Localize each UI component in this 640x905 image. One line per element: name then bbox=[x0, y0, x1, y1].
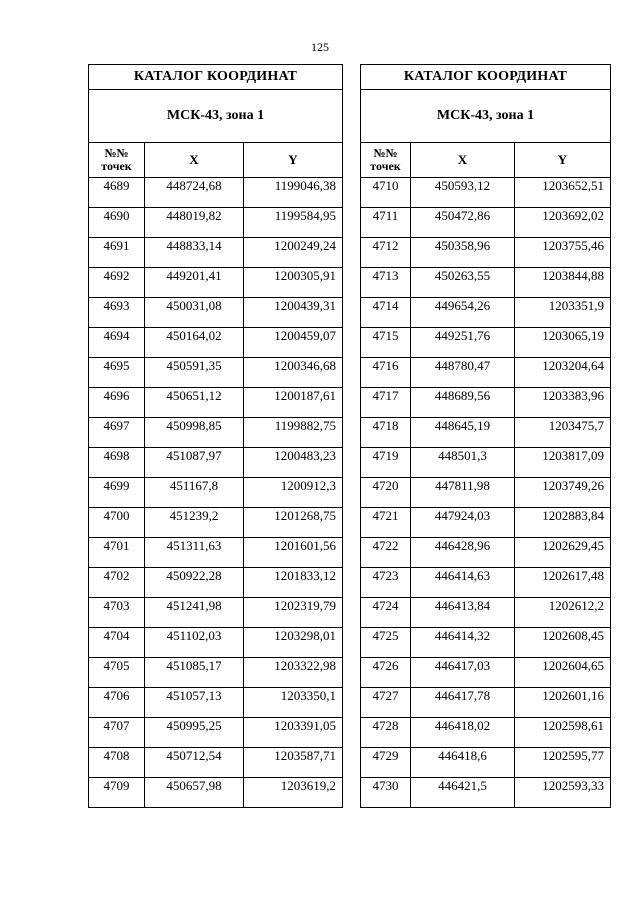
point-number-cell: 4691 bbox=[89, 238, 145, 268]
table-row bbox=[89, 238, 343, 268]
y-column-header: Y bbox=[515, 143, 611, 178]
point-number-cell: 4728 bbox=[361, 718, 411, 748]
x-coordinate-cell: 450995,25 bbox=[145, 718, 244, 748]
table-row bbox=[89, 568, 343, 598]
table-row bbox=[361, 178, 611, 208]
point-number-cell: 4699 bbox=[89, 478, 145, 508]
point-number-cell: 4709 bbox=[89, 778, 145, 808]
point-number-cell: 4710 bbox=[361, 178, 411, 208]
table-row bbox=[89, 298, 343, 328]
x-coordinate-cell: 447811,98 bbox=[411, 478, 515, 508]
x-coordinate-cell: 448833,14 bbox=[145, 238, 244, 268]
y-coordinate-cell: 1203383,96 bbox=[515, 388, 611, 418]
x-coordinate-cell: 451102,03 bbox=[145, 628, 244, 658]
table-row bbox=[89, 718, 343, 748]
point-number-cell: 4713 bbox=[361, 268, 411, 298]
x-coordinate-cell: 450472,86 bbox=[411, 208, 515, 238]
y-coordinate-cell: 1199046,38 bbox=[244, 178, 343, 208]
y-coordinate-cell: 1200459,07 bbox=[244, 328, 343, 358]
y-coordinate-cell: 1203587,71 bbox=[244, 748, 343, 778]
coordinate-system-label: МСК-43, зона 1 bbox=[89, 90, 343, 143]
table-row bbox=[89, 538, 343, 568]
point-number-cell: 4690 bbox=[89, 208, 145, 238]
point-number-cell: 4725 bbox=[361, 628, 411, 658]
x-column-header: X bbox=[411, 143, 515, 178]
point-number-cell: 4720 bbox=[361, 478, 411, 508]
table-row bbox=[89, 358, 343, 388]
table-row bbox=[361, 238, 611, 268]
point-number-cell: 4717 bbox=[361, 388, 411, 418]
table-row bbox=[361, 328, 611, 358]
x-coordinate-cell: 450263,55 bbox=[411, 268, 515, 298]
x-coordinate-cell: 448780,47 bbox=[411, 358, 515, 388]
catalog-title: КАТАЛОГ КООРДИНАТ bbox=[89, 65, 343, 90]
point-number-cell: 4708 bbox=[89, 748, 145, 778]
x-coordinate-cell: 446421,5 bbox=[411, 778, 515, 808]
point-number-cell: 4730 bbox=[361, 778, 411, 808]
point-number-cell: 4701 bbox=[89, 538, 145, 568]
table-row bbox=[361, 628, 611, 658]
y-coordinate-cell: 1202608,45 bbox=[515, 628, 611, 658]
y-coordinate-cell: 1203351,9 bbox=[515, 298, 611, 328]
x-coordinate-cell: 451085,17 bbox=[145, 658, 244, 688]
point-number-cell: 4707 bbox=[89, 718, 145, 748]
x-coordinate-cell: 450922,28 bbox=[145, 568, 244, 598]
table-row bbox=[89, 178, 343, 208]
table-row bbox=[89, 448, 343, 478]
x-coordinate-cell: 446418,6 bbox=[411, 748, 515, 778]
table-row bbox=[89, 508, 343, 538]
table-row bbox=[89, 418, 343, 448]
x-coordinate-cell: 450358,96 bbox=[411, 238, 515, 268]
point-number-cell: 4729 bbox=[361, 748, 411, 778]
y-coordinate-cell: 1200249,24 bbox=[244, 238, 343, 268]
x-coordinate-cell: 450031,08 bbox=[145, 298, 244, 328]
table-row bbox=[89, 208, 343, 238]
point-number-cell: 4722 bbox=[361, 538, 411, 568]
x-coordinate-cell: 450591,35 bbox=[145, 358, 244, 388]
table-row bbox=[361, 388, 611, 418]
x-coordinate-cell: 450657,98 bbox=[145, 778, 244, 808]
point-number-cell: 4719 bbox=[361, 448, 411, 478]
table-row bbox=[361, 268, 611, 298]
y-coordinate-cell: 1203844,88 bbox=[515, 268, 611, 298]
point-number-cell: 4715 bbox=[361, 328, 411, 358]
table-row bbox=[89, 268, 343, 298]
point-number-cell: 4718 bbox=[361, 418, 411, 448]
x-coordinate-cell: 448019,82 bbox=[145, 208, 244, 238]
point-number-cell: 4695 bbox=[89, 358, 145, 388]
y-coordinate-cell: 1201601,56 bbox=[244, 538, 343, 568]
y-coordinate-cell: 1200912,3 bbox=[244, 478, 343, 508]
catalog-title: КАТАЛОГ КООРДИНАТ bbox=[361, 65, 611, 90]
y-coordinate-cell: 1202601,16 bbox=[515, 688, 611, 718]
x-coordinate-cell: 450998,85 bbox=[145, 418, 244, 448]
x-coordinate-cell: 448501,3 bbox=[411, 448, 515, 478]
point-number-cell: 4723 bbox=[361, 568, 411, 598]
x-column-header: X bbox=[145, 143, 244, 178]
x-coordinate-cell: 446413,84 bbox=[411, 598, 515, 628]
y-coordinate-cell: 1201833,12 bbox=[244, 568, 343, 598]
point-number-cell: 4721 bbox=[361, 508, 411, 538]
x-coordinate-cell: 448724,68 bbox=[145, 178, 244, 208]
table-row bbox=[89, 478, 343, 508]
point-number-cell: 4694 bbox=[89, 328, 145, 358]
table-row bbox=[89, 598, 343, 628]
table-row bbox=[361, 418, 611, 448]
y-coordinate-cell: 1199882,75 bbox=[244, 418, 343, 448]
point-number-cell: 4693 bbox=[89, 298, 145, 328]
x-coordinate-cell: 450593,12 bbox=[411, 178, 515, 208]
x-coordinate-cell: 446414,32 bbox=[411, 628, 515, 658]
y-coordinate-cell: 1203350,1 bbox=[244, 688, 343, 718]
x-coordinate-cell: 451167,8 bbox=[145, 478, 244, 508]
point-number-cell: 4716 bbox=[361, 358, 411, 388]
x-coordinate-cell: 449201,41 bbox=[145, 268, 244, 298]
y-coordinate-cell: 1202593,33 bbox=[515, 778, 611, 808]
point-number-cell: 4692 bbox=[89, 268, 145, 298]
table-row bbox=[361, 658, 611, 688]
table-row bbox=[361, 688, 611, 718]
y-coordinate-cell: 1201268,75 bbox=[244, 508, 343, 538]
point-number-cell: 4696 bbox=[89, 388, 145, 418]
table-row bbox=[89, 748, 343, 778]
table-row bbox=[361, 478, 611, 508]
point-number-cell: 4727 bbox=[361, 688, 411, 718]
y-coordinate-cell: 1203065,19 bbox=[515, 328, 611, 358]
point-number-cell: 4703 bbox=[89, 598, 145, 628]
y-coordinate-cell: 1202883,84 bbox=[515, 508, 611, 538]
y-coordinate-cell: 1200187,61 bbox=[244, 388, 343, 418]
point-number-cell: 4697 bbox=[89, 418, 145, 448]
y-coordinate-cell: 1200346,68 bbox=[244, 358, 343, 388]
y-coordinate-cell: 1202598,61 bbox=[515, 718, 611, 748]
x-coordinate-cell: 451087,97 bbox=[145, 448, 244, 478]
x-coordinate-cell: 451241,98 bbox=[145, 598, 244, 628]
table-row bbox=[361, 778, 611, 808]
column-header-row bbox=[89, 143, 343, 178]
point-number-cell: 4702 bbox=[89, 568, 145, 598]
y-column-header: Y bbox=[244, 143, 343, 178]
x-coordinate-cell: 450712,54 bbox=[145, 748, 244, 778]
y-coordinate-cell: 1203755,46 bbox=[515, 238, 611, 268]
point-number-cell: 4712 bbox=[361, 238, 411, 268]
y-coordinate-cell: 1202612,2 bbox=[515, 598, 611, 628]
x-coordinate-cell: 450164,02 bbox=[145, 328, 244, 358]
x-coordinate-cell: 449251,76 bbox=[411, 328, 515, 358]
coordinate-catalog-table-right bbox=[360, 64, 611, 808]
x-coordinate-cell: 448645,19 bbox=[411, 418, 515, 448]
point-number-cell: 4714 bbox=[361, 298, 411, 328]
table-row bbox=[89, 778, 343, 808]
y-coordinate-cell: 1203475,7 bbox=[515, 418, 611, 448]
y-coordinate-cell: 1203619,2 bbox=[244, 778, 343, 808]
x-coordinate-cell: 451311,63 bbox=[145, 538, 244, 568]
y-coordinate-cell: 1203391,05 bbox=[244, 718, 343, 748]
y-coordinate-cell: 1202319,79 bbox=[244, 598, 343, 628]
x-coordinate-cell: 449654,26 bbox=[411, 298, 515, 328]
table-row bbox=[361, 748, 611, 778]
point-number-cell: 4711 bbox=[361, 208, 411, 238]
x-coordinate-cell: 451239,2 bbox=[145, 508, 244, 538]
table-row bbox=[361, 448, 611, 478]
y-coordinate-cell: 1200483,23 bbox=[244, 448, 343, 478]
point-number-cell: 4704 bbox=[89, 628, 145, 658]
point-number-cell: 4689 bbox=[89, 178, 145, 208]
page-number: 125 bbox=[311, 40, 329, 54]
x-coordinate-cell: 446418,02 bbox=[411, 718, 515, 748]
x-coordinate-cell: 447924,03 bbox=[411, 508, 515, 538]
y-coordinate-cell: 1202604,65 bbox=[515, 658, 611, 688]
y-coordinate-cell: 1203204,64 bbox=[515, 358, 611, 388]
x-coordinate-cell: 446428,96 bbox=[411, 538, 515, 568]
x-coordinate-cell: 446417,03 bbox=[411, 658, 515, 688]
table-row bbox=[361, 508, 611, 538]
y-coordinate-cell: 1202629,45 bbox=[515, 538, 611, 568]
table-row bbox=[89, 688, 343, 718]
y-coordinate-cell: 1203749,26 bbox=[515, 478, 611, 508]
y-coordinate-cell: 1203322,98 bbox=[244, 658, 343, 688]
y-coordinate-cell: 1203298,01 bbox=[244, 628, 343, 658]
table-row bbox=[89, 388, 343, 418]
table-body bbox=[361, 178, 611, 808]
table-row bbox=[89, 658, 343, 688]
y-coordinate-cell: 1199584,95 bbox=[244, 208, 343, 238]
point-number-cell: 4706 bbox=[89, 688, 145, 718]
table-row bbox=[361, 718, 611, 748]
table-row bbox=[361, 358, 611, 388]
table-row bbox=[89, 328, 343, 358]
column-header-row bbox=[361, 143, 611, 178]
coordinate-system-label: МСК-43, зона 1 bbox=[361, 90, 611, 143]
table-row bbox=[361, 208, 611, 238]
x-coordinate-cell: 446417,78 bbox=[411, 688, 515, 718]
x-coordinate-cell: 446414,63 bbox=[411, 568, 515, 598]
point-number-cell: 4700 bbox=[89, 508, 145, 538]
y-coordinate-cell: 1203817,09 bbox=[515, 448, 611, 478]
point-number-cell: 4705 bbox=[89, 658, 145, 688]
table-body bbox=[89, 178, 343, 808]
x-coordinate-cell: 450651,12 bbox=[145, 388, 244, 418]
x-coordinate-cell: 451057,13 bbox=[145, 688, 244, 718]
point-number-header: №№ точек bbox=[89, 143, 145, 178]
point-number-cell: 4726 bbox=[361, 658, 411, 688]
table-row bbox=[361, 598, 611, 628]
table-row bbox=[361, 568, 611, 598]
table-row bbox=[89, 628, 343, 658]
x-coordinate-cell: 448689,56 bbox=[411, 388, 515, 418]
point-number-cell: 4724 bbox=[361, 598, 411, 628]
y-coordinate-cell: 1200305,91 bbox=[244, 268, 343, 298]
point-number-cell: 4698 bbox=[89, 448, 145, 478]
y-coordinate-cell: 1200439,31 bbox=[244, 298, 343, 328]
y-coordinate-cell: 1203652,51 bbox=[515, 178, 611, 208]
table-row bbox=[361, 298, 611, 328]
coordinate-catalog-table-left bbox=[88, 64, 343, 808]
y-coordinate-cell: 1203692,02 bbox=[515, 208, 611, 238]
y-coordinate-cell: 1202617,48 bbox=[515, 568, 611, 598]
table-row bbox=[361, 538, 611, 568]
point-number-header: №№ точек bbox=[361, 143, 411, 178]
y-coordinate-cell: 1202595,77 bbox=[515, 748, 611, 778]
